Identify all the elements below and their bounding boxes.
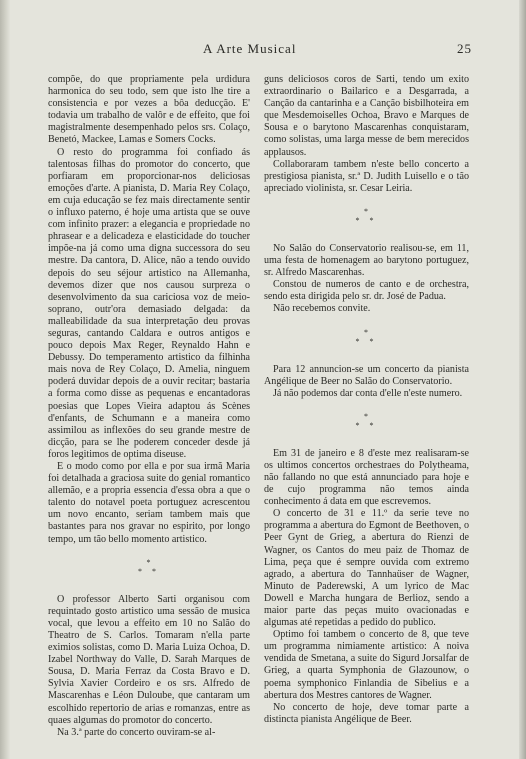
paragraph: O professor Alberto Sarti organisou com requintado gosto artistico uma sessão de musica vocal, que levou a effeito em 10 no Salão do Theatro de S. Carlos. Tomaram n'ella parte eximios solistas, como D. Maria Luiza Ochoa, D. Izabel Northway do Valle, D. Sarah Marques de Sousa, D. Maria Ferraz da Costa Bravo e D. Sylvia Xavier Cordeiro e os srs. Alfredo de Mascarenhas e Léon Duloube, que cantaram um escolhido repertorio de arias e romanzas, entre as quaes algumas do promotor do concerto.: [48, 593, 250, 726]
right-column: [264, 74, 469, 726]
paragraph: O resto do programma foi confiado ás talentosas filhas do promotor do concerto, que porfiaram em proporcionar-nos deliciosas emoções d'arte. A pianista, D. Maria Rey Colaço, em cuja educação se fez mais directamente sentir o influxo paterno, é hoje uma artista que se ouve com infinito prazer: a elegancia e propriedade no phrasear e a delicadeza e elasticidade do toucher impõe-na já como uma digna successora do seu mestre. Da cantora, D. Alice, não a tendo ouvido depois do seu séjour artistico na Allemanha, devemos dizer que nos causou surpreza o desenvolvimento da sua cariciosa voz de meio-soprano, outr'ora demasiado delgada: da malleabilidade da sua interpretação deu provas seguras, cantando Caldara e outros antigos e pouco depois Max Reger, Reynaldo Hahn e Debussy. Do temperamento artistico da filhinha mais nova de Rey Colaço, D. Amelia, ninguem poderá duvidar depois de a ouvir recitar; bastaria a forma como disse as pequenas e encantadoras poesias que Lopes Vieira adaptou ás Scènes d'enfants, de Schumann e a maneira como assimilou as inflexões do seu grande mestre de dicção, para se lhe poderem conceder desde já foros legitimos de optima diseuse.: [48, 146, 250, 460]
section-separator: * * *: [355, 206, 378, 225]
paragraph: guns deliciosos coros de Sarti, tendo um exito extraordinario o Bailarico e a Desgarrada, a Canção da cantarinha e a Canção bisbilhoteira em que Mesdemoiselles Ochoa, Bravo e Marques de Sousa e o barytono Mascarenhas conquistaram, como solistas, uma larga messe de bem merecidos applausos.: [264, 74, 469, 158]
paragraph: Collaboraram tambem n'este bello concerto a prestigiosa pianista, sr.ª D. Judith Luisello e o tão apreciado violinista, sr. Cesar Leiria.: [264, 158, 469, 194]
running-head: A Arte Musical: [203, 41, 297, 56]
paragraph: E o modo como por ella e por sua irmã Maria foi detalhada a graciosa suite do genial romantico allemão, e a propria essencia d'essa obra a que o talento do notavel poeta portuguez acrescentou um novo encanto, seriam tambem mais que bastantes para nos gravar no espirito, por longo tempo, um tão bello momento artistico.: [48, 461, 250, 545]
paragraph: O concerto de 31 e 11.º da serie teve no programma a abertura do Egmont de Beethoven, o Peer Gynt de Grieg, a abertura do Rienzi de Wagner, os Cantos do meu paiz de Thomaz de Lima, peça que é sempre ouvida com extremo agrado, a abertura do Tannhaüser de Wagner, Minuto de Paderewski, A um lyrico de Mac Dowell e Marcha hungara de Berlioz, sendo a maior parte das peças muito ovacionadas e algumas até repetidas a pedido do publico.: [264, 508, 469, 629]
page-edge-shadow: [519, 0, 526, 759]
page-binding-shadow: [0, 0, 10, 759]
left-column: [48, 74, 250, 739]
paragraph: Não recebemos convite.: [273, 303, 371, 315]
paragraph: compõe, do que propriamente pela urdidura harmonica do seu todo, sem que isto lhe tire a consistencia e por vezes a bôa deducção. E' todavia um trabalho de valôr e de effeito, que foi magistralmente desempenhado pelos srs. Colaço, Benetó, Mackee, Lamas e Somers Cocks.: [48, 74, 250, 146]
page-number: 25: [457, 41, 472, 56]
paragraph: No concerto de hoje, deve tomar parte a distincta pianista Angélique de Beer.: [264, 701, 469, 725]
paragraph: Em 31 de janeiro e 8 d'este mez realisaram-se os ultimos concertos orchestraes do Polytheama, não fallando no que está annunciado para hoje e de cujo programma não temos ainda conhecimento á data em que escrevemos.: [264, 447, 469, 508]
section-separator: [48, 558, 250, 576]
paragraph: Já não podemos dar conta d'elle n'este numero.: [273, 387, 463, 399]
paragraph: No Salão do Conservatorio realisou-se, em 11, uma festa de homenagem ao barytono portuguez, sr. Alfredo Mascarenhas.: [264, 242, 469, 279]
paragraph: Na 3.ª parte do concerto ouviram-se al-: [57, 726, 216, 738]
section-separator: * * *: [355, 411, 378, 430]
section-separator: * * *: [355, 327, 378, 346]
paragraph: Optimo foi tambem o concerto de 8, que teve um programma nimiamente artistico: A noiva vendida de Smetana, a suite do Sigurd Jorsalfar de Grieg, a quarta Symphonia de Glazounow, o poema symphonico Finlandia de Sibelius e a abertura dos Mestres cantores de Wagner.: [264, 629, 469, 701]
separator-stars: * *: [138, 566, 160, 576]
page-header: [45, 41, 472, 59]
paragraph: Constou de numeros de canto e de orchestra, sendo esta dirigida pelo sr. dr. José de Padua.: [264, 279, 469, 303]
separator-star: *: [146, 557, 152, 567]
paragraph: Para 12 annuncion-se um concerto da pianista Angélique de Beer no Salão do Conservatorio.: [264, 363, 469, 387]
